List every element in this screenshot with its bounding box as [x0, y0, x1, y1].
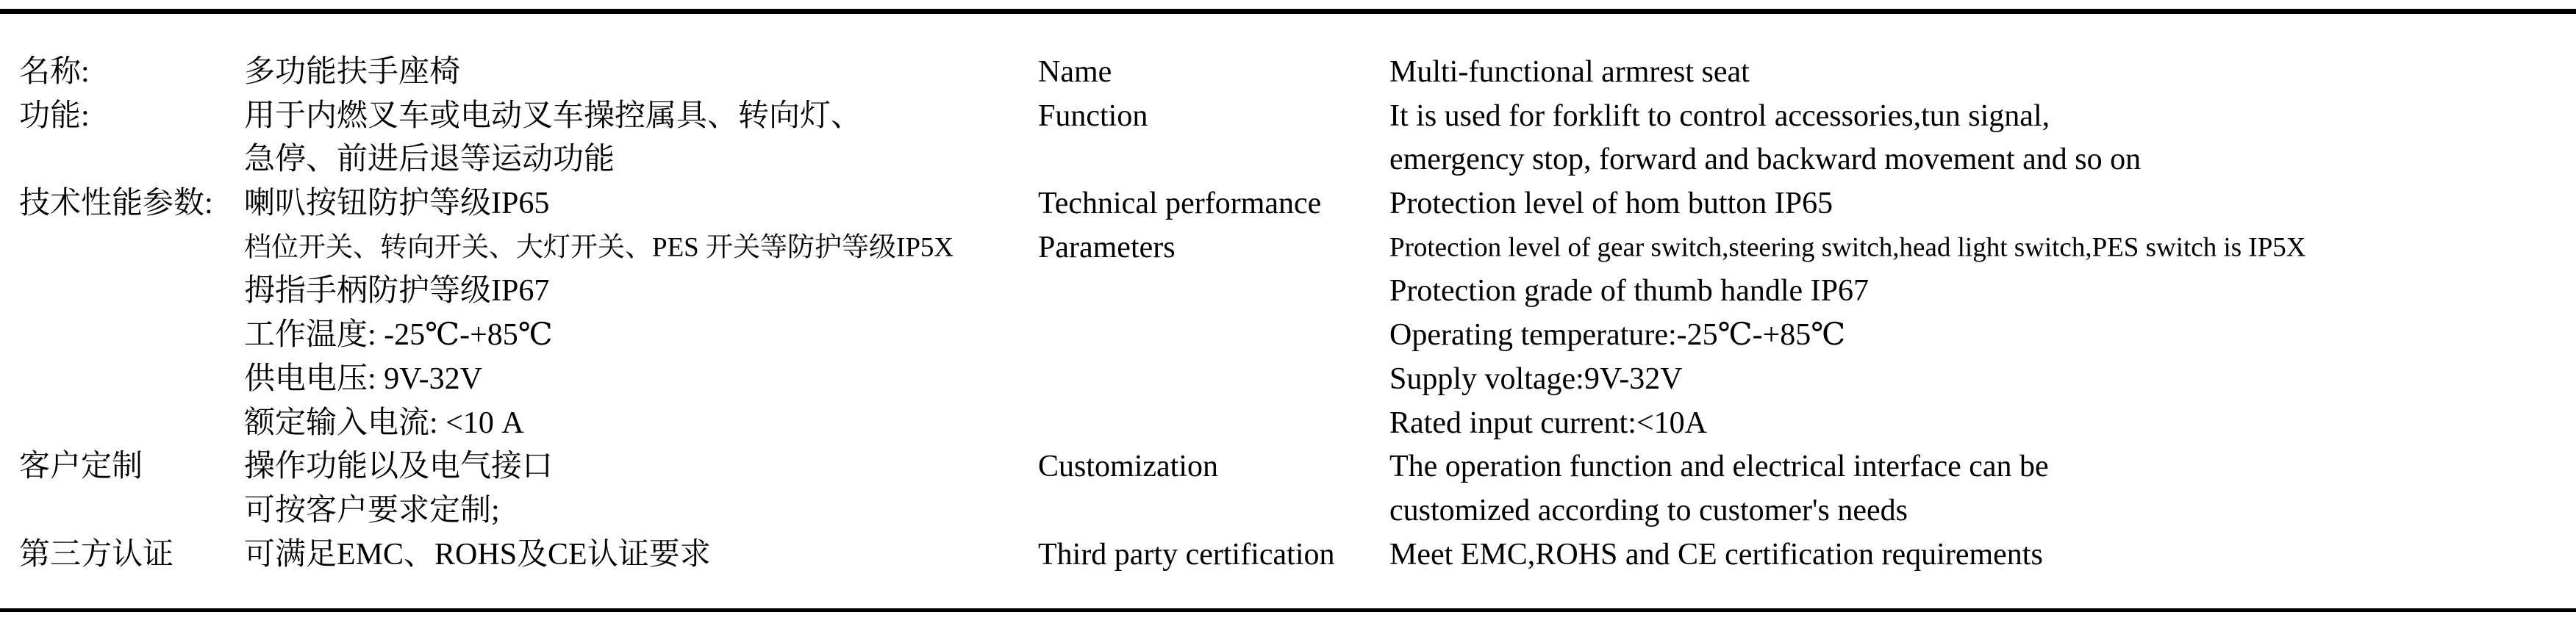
en-value: Meet EMC,ROHS and CE certification requirements — [1389, 537, 2043, 572]
table-row — [0, 444, 2576, 489]
en-value: Rated input current:<10A — [1389, 406, 1707, 440]
table-row — [0, 137, 2576, 181]
bottom-rule — [0, 608, 2576, 612]
table-row — [0, 489, 2576, 533]
table-row — [0, 533, 2576, 577]
en-value: Multi-functional armrest seat — [1389, 54, 1750, 89]
zh-value: 喇叭按钮防护等级IP65 — [244, 187, 550, 221]
spec-table — [0, 50, 2576, 577]
en-value: Protection grade of thumb handle IP67 — [1389, 274, 1870, 309]
en-label: Function — [1038, 98, 1148, 133]
en-label: Name — [1038, 54, 1112, 89]
table-row — [0, 50, 2576, 94]
table-row — [0, 181, 2576, 226]
en-value: Supply voltage:9V-32V — [1389, 361, 1683, 396]
table-row — [0, 270, 2576, 314]
zh-label: 客户定制 — [19, 450, 143, 484]
zh-value: 用于内燃叉车或电动叉车操控属具、转向灯、 — [244, 98, 862, 133]
zh-value: 可满足EMC、ROHS及CE认证要求 — [244, 537, 711, 572]
zh-value: 多功能扶手座椅 — [244, 54, 461, 89]
en-value: Operating temperature:-25℃-+85℃ — [1389, 318, 1846, 353]
zh-label: 名称: — [19, 54, 90, 89]
table-row — [0, 313, 2576, 357]
table-row — [0, 401, 2576, 445]
zh-value: 额定输入电流: <10 A — [244, 406, 524, 440]
en-value: customized according to customer's needs — [1389, 494, 1908, 528]
en-label: Third party certification — [1038, 537, 1335, 572]
zh-value: 供电电压: 9V-32V — [244, 361, 482, 396]
table-row — [0, 94, 2576, 138]
top-rule — [0, 9, 2576, 14]
en-value: The operation function and electrical interface can be — [1389, 450, 2049, 484]
zh-value: 档位开关、转向开关、大灯开关、PES 开关等防护等级IP5X — [244, 232, 954, 263]
en-value: emergency stop, forward and backward movement and so on — [1389, 143, 2142, 177]
table-row — [0, 357, 2576, 401]
table-row — [0, 226, 2576, 270]
zh-value: 拇指手柄防护等级IP67 — [244, 274, 550, 309]
en-label: Technical performance — [1038, 187, 1322, 221]
en-label: Customization — [1038, 450, 1218, 484]
en-value: Protection level of gear switch,steering switch,head light switch,PES switch is IP5X — [1389, 232, 2306, 263]
zh-value: 工作温度: -25℃-+85℃ — [244, 318, 553, 353]
zh-value: 急停、前进后退等运动功能 — [244, 143, 615, 177]
en-value: It is used for forklift to control accessories,tun signal, — [1389, 98, 2050, 133]
zh-label: 功能: — [19, 98, 90, 133]
en-label: Parameters — [1038, 230, 1176, 264]
zh-label: 技术性能参数: — [19, 187, 213, 221]
en-value: Protection level of hom button IP65 — [1389, 187, 1833, 221]
zh-value: 可按客户要求定制; — [244, 494, 500, 528]
zh-label: 第三方认证 — [19, 537, 174, 572]
zh-value: 操作功能以及电气接口 — [244, 450, 554, 484]
